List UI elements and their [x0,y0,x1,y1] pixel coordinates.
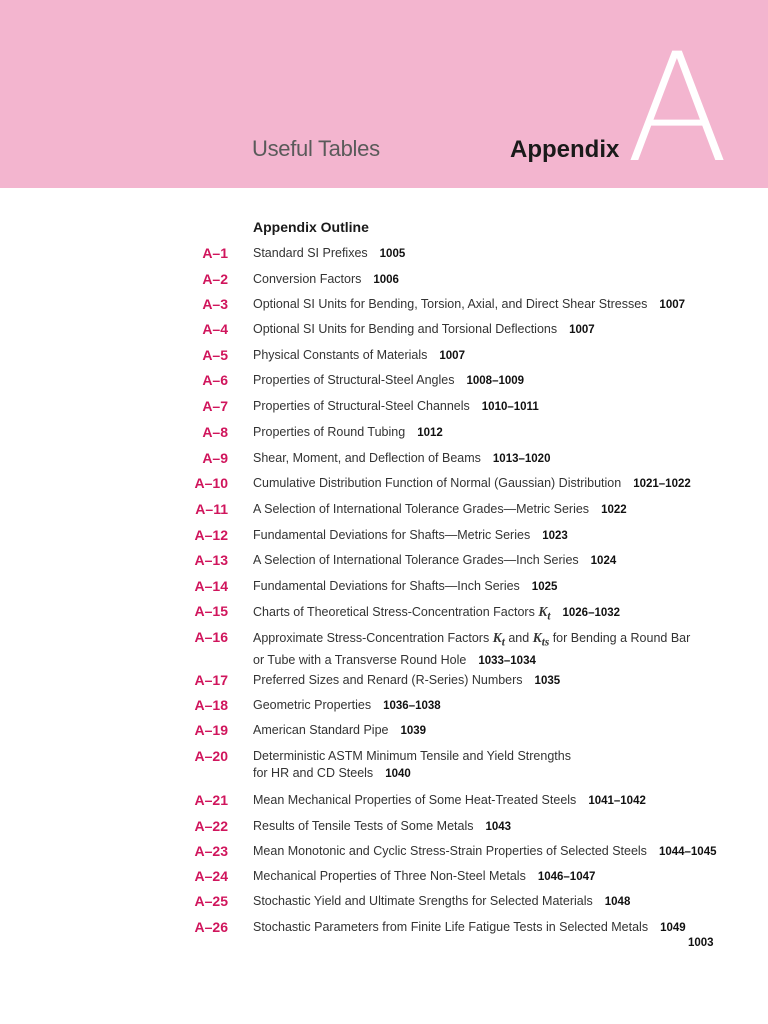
entry-pages: 1040 [385,768,411,780]
entry-pages: 1043 [485,821,512,833]
entry-number: A–19 [194,722,228,738]
entry-title: Properties of Round Tubing 1012 [253,425,443,439]
entry-pages: 1012 [417,427,443,439]
entry-title: Properties of Structural-Steel Angles 1008–1009 [253,373,525,387]
entry-title: Approximate Stress-Concentration Factors $K_t$ and $K_{ts}$ for Bending a Round Bar or Tube with a Transverse Round Hole 1033–1034 [253,630,691,667]
entry-number: A–26 [194,919,228,935]
appendix-label: Appendix [510,136,620,163]
entry-title: Physical Constants of Materials 1007 [253,348,465,362]
entry-number: A–23 [194,843,228,859]
entry-pages: 1036–1038 [383,700,441,712]
entry-pages: 1013–1020 [492,453,551,465]
entry-number: A–10 [194,475,228,491]
entry-pages: 1006 [373,274,399,286]
entry-number: A–18 [194,697,228,713]
entry-title: A Selection of International Tolerance Grades—Metric Series 1022 [253,502,627,516]
entry-title: Deterministic ASTM Minimum Tensile and Yield Strengths for HR and CD Steels 1040 [253,749,571,780]
entry-pages: 1007 [569,324,595,336]
entry-title: Stochastic Yield and Ultimate Srengths for Selected Materials 1048 [253,894,631,908]
entry-title: Stochastic Parameters from Finite Life Fatigue Tests in Selected Metals 1049 [253,920,686,934]
symbol-k-ts: $K_{ts}$ [532,630,550,649]
entry-pages: 1041–1042 [588,795,646,807]
entry-pages: 1007 [439,350,465,362]
entry-title: Geometric Properties 1036–1038 [253,698,441,712]
entry-number: A–5 [202,347,228,363]
entry-pages: 1024 [590,555,617,567]
entry-title: Standard SI Prefixes 1005 [253,246,406,260]
entry-pages: 1025 [531,581,558,593]
symbol-k-t: $K_t$ [538,604,551,623]
entry-pages: 1048 [604,896,631,908]
entry-title: Mean Mechanical Properties of Some Heat-Treated Steels 1041–1042 [253,793,646,807]
entry-pages: 1008–1009 [466,375,525,387]
entry-number: A–13 [194,552,228,568]
entry-number: A–6 [202,372,228,388]
entry-number: A–3 [202,296,228,312]
entry-pages: 1026–1032 [562,607,621,619]
entry-pages: 1035 [534,675,561,687]
entry-pages: 1007 [659,299,686,311]
entry-number: A–4 [202,321,228,337]
entry-title: Optional SI Units for Bending and Torsional Deflections 1007 [253,322,595,336]
entry-pages: 1049 [660,922,686,934]
entry-pages: 1010–1011 [481,401,539,413]
symbol-k-t: $K_t$ [492,630,505,649]
entry-title: Mean Monotonic and Cyclic Stress-Strain Properties of Selected Steels 1044–1045 [253,844,717,858]
entry-number: A–14 [194,578,228,594]
entry-number: A–1 [202,245,228,261]
entry-number: A–21 [194,792,228,808]
page-number: 1003 [688,937,714,949]
entry-pages: 1033–1034 [478,654,536,667]
entry-number: A–15 [194,603,228,619]
entry-pages: 1022 [601,504,627,516]
entry-number: A–24 [194,868,228,884]
entry-pages: 1005 [379,248,406,260]
entry-number: A–25 [194,893,228,909]
entry-pages: 1044–1045 [658,846,717,858]
entry-number: A–22 [194,818,228,834]
entry-number: A–17 [194,672,228,688]
entry-title: Shear, Moment, and Deflection of Beams 1013–1020 [253,451,551,465]
entry-number: A–11 [195,501,228,517]
entry-title: Properties of Structural-Steel Channels 1010–1011 [253,399,539,413]
appendix-letter: A [626,22,729,196]
entry-title: Charts of Theoretical Stress-Concentration Factors $K_t$ 1026–1032 [253,604,621,623]
entry-pages: 1039 [400,725,427,737]
section-title: Useful Tables [252,136,380,161]
entry-title: Results of Tensile Tests of Some Metals 1043 [253,819,512,833]
entry-number: A–16 [194,629,228,645]
entry-title: Cumulative Distribution Function of Normal (Gaussian) Distribution 1021–1022 [253,476,691,490]
entry-pages: 1046–1047 [537,871,596,883]
entry-title: American Standard Pipe 1039 [253,723,427,737]
entry-title: Fundamental Deviations for Shafts—Inch Series 1025 [253,579,558,593]
entry-title: Conversion Factors 1006 [253,272,399,286]
entry-title: Preferred Sizes and Renard (R-Series) Numbers 1035 [253,673,561,687]
entry-title: Fundamental Deviations for Shafts—Metric Series 1023 [253,528,568,542]
entry-number: A–7 [202,398,228,414]
entry-title: A Selection of International Tolerance Grades—Inch Series 1024 [253,553,617,567]
entry-number: A–12 [194,527,228,543]
entry-title: Optional SI Units for Bending, Torsion, Axial, and Direct Shear Stresses 1007 [253,297,686,311]
outline-heading: Appendix Outline [253,219,369,235]
entry-number: A–8 [202,424,228,440]
entry-number: A–9 [202,450,228,466]
entry-number: A–20 [194,748,228,764]
entry-pages: 1023 [542,530,568,542]
entry-title: Mechanical Properties of Three Non-Steel Metals 1046–1047 [253,869,596,883]
entry-pages: 1021–1022 [633,478,691,490]
entry-number: A–2 [202,271,228,287]
